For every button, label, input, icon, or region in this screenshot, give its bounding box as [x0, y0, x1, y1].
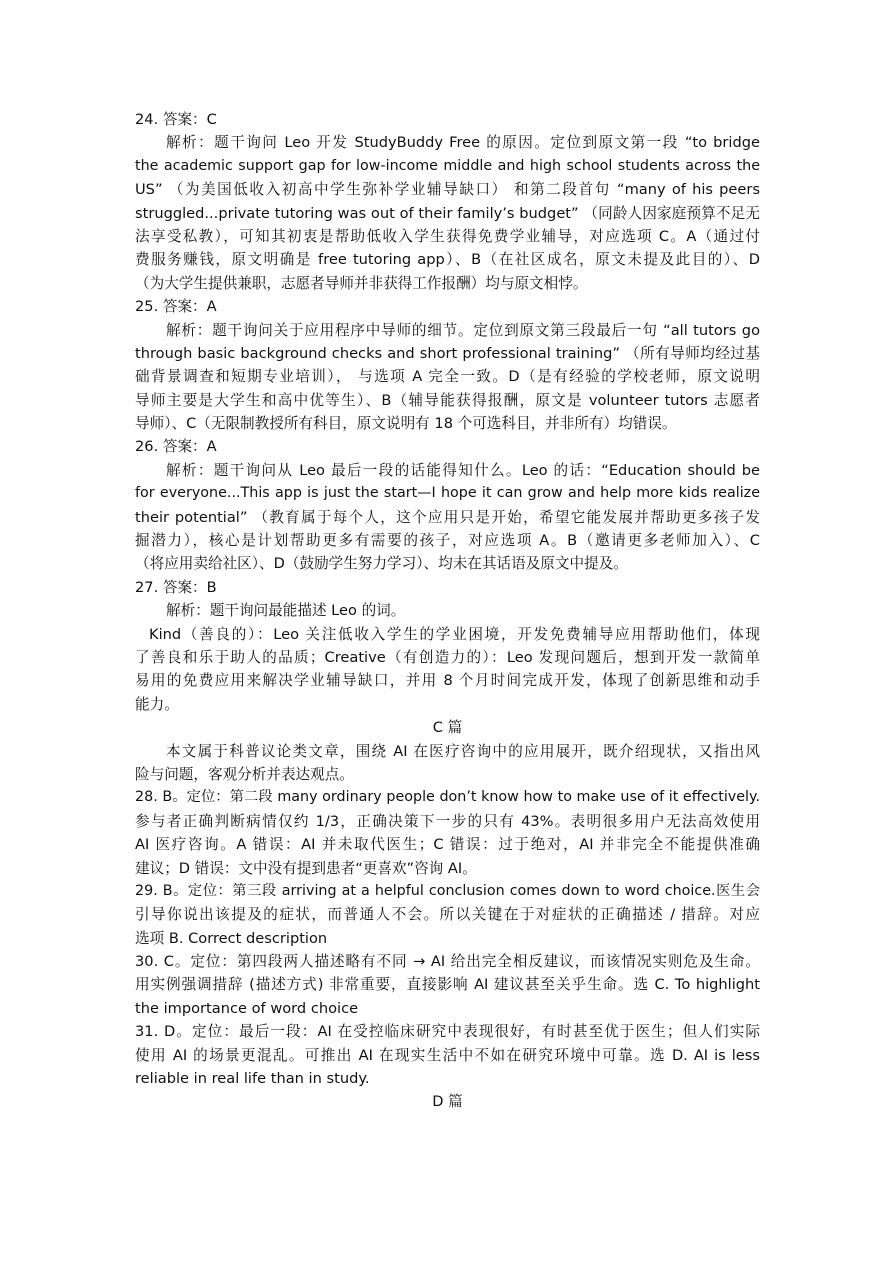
q24-analysis-line: the academic support gap for low-income middle and high school students across the — [135, 157, 760, 174]
q27-heading: 27. 答案：B — [135, 578, 217, 596]
q24-analysis-line: （为大学生提供兼职，志愿者导师并非获得工作报酬）均与原文相悖。 — [135, 274, 588, 292]
q31-line: 使用 AI 的场景更混乱。可推出 AI 在现实生活中不如在研究环境中可靠。选 D. AI is less — [135, 1046, 760, 1064]
q31-line: 31. D。定位：最后一段：AI 在受控临床研究中表现很好，有时甚至优于医生；但人们实际 — [135, 1023, 760, 1041]
q24-analysis-line: struggled...private tutoring was out of their family’s budget” （同龄人因家庭预算不足无 — [135, 204, 760, 222]
q30-line: 用实例强调措辞 (描述方式) 非常重要，直接影响 AI 建议甚至关乎生命。选 C. To highlight — [135, 976, 760, 994]
q29-line: 引导你说出该提及的症状，而普通人不会。所以关键在于对症状的正确描述 / 措辞。对应 — [135, 906, 760, 924]
q25-heading: 25. 答案：A — [135, 298, 217, 316]
q26-analysis-line: for everyone...This app is just the start—I hope it can grow and help more kids realize — [135, 485, 760, 502]
q25-analysis-line: through basic background checks and short professional training” （所有导师均经过基 — [135, 344, 760, 362]
q28-line: 28. B。定位：第二段 many ordinary people don’t know how to make use of it effectively. — [135, 789, 760, 806]
section-c-intro-line: 险与问题，客观分析并表达观点。 — [135, 765, 354, 783]
q25-analysis-line: 导师主要是大学生和高中优等生）、B（辅导能获得报酬，原文是 volunteer tutors 志愿者 — [135, 391, 760, 409]
section-d-title: D 篇 — [432, 1093, 463, 1111]
q25-analysis-line: 解析：题干询问关于应用程序中导师的细节。定位到原文第三段最后一句 “all tutors go — [166, 321, 760, 339]
q24-analysis-line: 法享受私教），可知其初衷是帮助低收入学生获得免费学业辅导，对应选项 C。A（通过付 — [135, 227, 760, 245]
q29-line: 选项 B. Correct description — [135, 929, 328, 947]
q28-line: 建议；D 错误：文中没有提到患者“更喜欢”咨询 AI。 — [135, 859, 477, 877]
q27-analysis-line: 能力。 — [135, 695, 179, 713]
q28-line: AI 医疗咨询。A 错误：AI 并未取代医生；C 错误：过于绝对，AI 并非完全不能提供准确 — [135, 836, 760, 854]
q25-analysis-line: 础背景调查和短期专业培训）， 与选项 A 完全一致。D（是有经验的学校老师，原文说明 — [135, 368, 760, 386]
answer-key-document — [135, 108, 760, 1114]
q24-heading: 24. 答案：C — [135, 111, 217, 128]
q26-analysis-line: 解析：题干询问从 Leo 最后一段的话能得知什么。Leo 的话：“Education should be — [166, 461, 760, 479]
q27-analysis-line: 了善良和乐于助人的品质；Creative（有创造力的）：Leo 发现问题后，想到开发一款简单 — [135, 648, 760, 666]
q29-line: 29. B。定位：第三段 arriving at a helpful conclusion comes down to word choice.医生会 — [135, 882, 760, 899]
q25-analysis-line: 导师）、C（无限制教授所有科目，原文说明有 18 个可选科目，并非所有）均错误。 — [135, 415, 677, 433]
q24-analysis-line: US” （为美国低收入初高中学生弥补学业辅导缺口） 和第二段首句 “many of his peers — [135, 181, 760, 199]
q27-analysis-line: Kind（善良的）：Leo 关注低收入学生的学业困境，开发免费辅导应用帮助他们，体现 — [149, 625, 760, 643]
q26-analysis-line: their potential” （教育属于每个人，这个应用只是开始，希望它能发展并帮助更多孩子发 — [135, 508, 760, 526]
q31-line: reliable in real life than in study. — [135, 1070, 370, 1088]
q26-heading: 26. 答案：A — [135, 438, 217, 456]
q30-line: the importance of word choice — [135, 999, 359, 1017]
q26-analysis-line: （将应用卖给社区）、D（鼓励学生努力学习）、均未在其话语及原文中提及。 — [135, 555, 628, 573]
q24-analysis-line: 解析：题干询问 Leo 开发 StudyBuddy Free 的原因。定位到原文第一段 “to bridge — [166, 134, 760, 152]
section-c-title: C 篇 — [432, 719, 463, 737]
q27-analysis-line: 易用的免费应用来解决学业辅导缺口，并用 8 个月时间完成开发，体现了创新思维和动手 — [135, 672, 760, 690]
q26-analysis-line: 掘潜力），核心是计划帮助更多有需要的孩子，对应选项 A。B（邀请更多老师加入）、C — [135, 532, 760, 550]
q24-analysis-line: 费服务赚钱，原文明确是 free tutoring app）、B（在社区成名，原文未提及此目的）、D — [135, 251, 760, 269]
section-c-intro-line: 本文属于科普议论类文章，围绕 AI 在医疗咨询中的应用展开，既介绍现状，又指出风 — [166, 742, 760, 760]
q28-line: 参与者正确判断病情仅约 1/3，正确决策下一步的只有 43%。表明很多用户无法高效使用 — [135, 812, 760, 830]
q27-analysis-line: 解析：题干询问最能描述 Leo 的词。 — [166, 602, 406, 620]
q30-line: 30. C。定位：第四段两人描述略有不同 → AI 给出完全相反建议，而该情况实则危及生命。 — [135, 953, 760, 971]
